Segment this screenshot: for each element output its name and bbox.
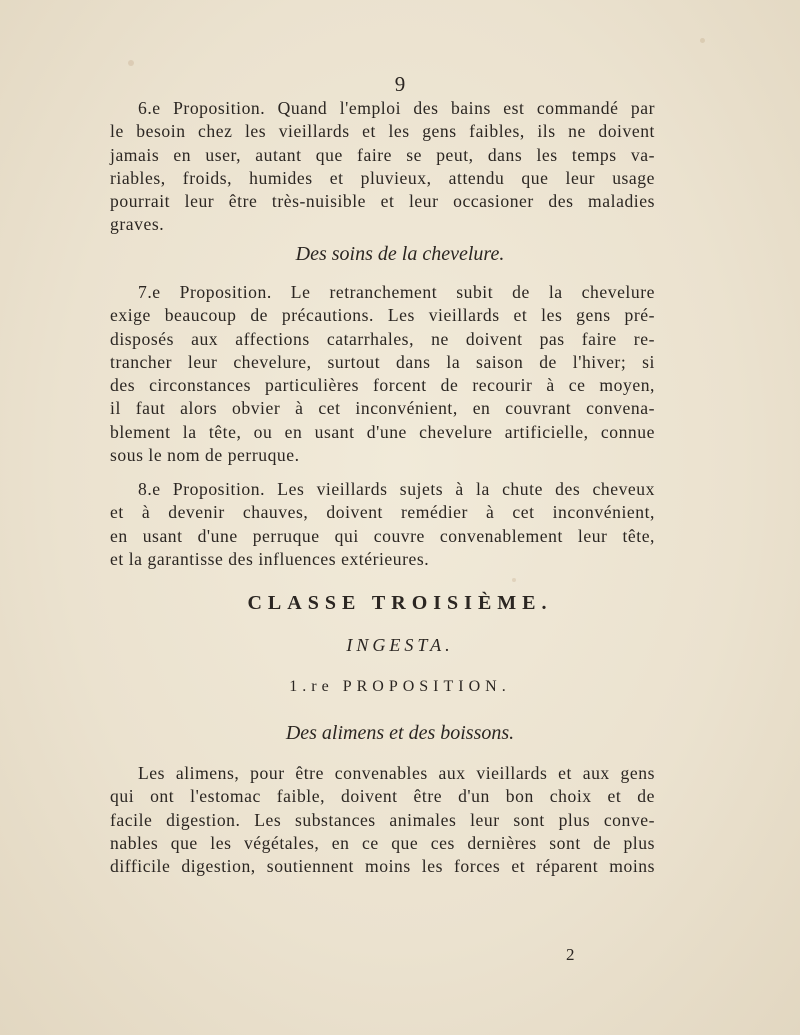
class-heading: CLASSE TROISIÈME. (247, 592, 553, 614)
text-line: pourrait leur être très-nuisible et leur occasioner des maladies (110, 191, 655, 212)
text-line: blement la tête, ou en usant d'une chevelure artificielle, connue (110, 421, 655, 442)
text-line: exige beaucoup de précautions. Les vieillards et les gens pré- (110, 305, 655, 326)
paragraph-alimens (110, 762, 655, 878)
signature-mark: 2 (566, 945, 575, 964)
text-line: facile digestion. Les substances animales leur sont plus conve- (110, 809, 655, 830)
text-line: le besoin chez les vieillards et les gens faibles, ils ne doivent (110, 121, 655, 142)
text-line: riables, froids, humides et pluvieux, attendu que leur usage (110, 167, 655, 188)
text-line: 7.e Proposition. Le retranchement subit de la chevelure (138, 282, 655, 302)
text-line: nables que les végétales, en ce que ces dernières sont de plus (110, 832, 655, 853)
text-line: en usant d'une perruque qui couvre convenablement leur tête, (110, 525, 655, 546)
page-number: 9 (394, 72, 406, 96)
text-line: 6.e Proposition. Quand l'emploi des bains est commandé par (138, 98, 655, 118)
text-line: il faut alors obvier à cet inconvénient, en couvrant convena- (110, 398, 655, 419)
text-line: trancher leur chevelure, surtout dans la saison de l'hiver; si (110, 351, 655, 372)
proposition-heading: 1.re PROPOSITION. (289, 678, 511, 695)
text-line: 8.e Proposition. Les vieillards sujets à la chute des cheveux (138, 479, 655, 499)
section-heading-alimens: Des alimens et des boissons. (285, 722, 515, 744)
text-line: des circonstances particulières forcent de recourir à ce moyen, (110, 375, 655, 396)
section-heading-soins: Des soins de la chevelure. (295, 243, 505, 265)
paper-stain (128, 60, 134, 66)
text-line: et la garantisse des influences extérieures. (110, 548, 430, 569)
text-line: graves. (110, 214, 165, 235)
paragraph-proposition-8 (110, 478, 655, 571)
paper-stain (512, 578, 516, 582)
text-line: qui ont l'estomac faible, doivent être d'un bon choix et de (110, 786, 655, 807)
paper-stain (700, 38, 705, 43)
text-line: et à devenir chauves, doivent remédier à cet inconvénient, (110, 502, 655, 523)
text-line: difficile digestion, soutiennent moins les forces et réparent moins (110, 856, 655, 877)
text-line: sous le nom de perruque. (110, 445, 300, 466)
paragraph-proposition-6 (110, 97, 655, 237)
ingesta-heading: INGESTA. (346, 635, 454, 655)
text-line: jamais en user, autant que faire se peut, dans les temps va- (110, 144, 655, 165)
paragraph-proposition-7 (110, 281, 655, 467)
text-line: Les alimens, pour être convenables aux vieillards et aux gens (138, 763, 655, 783)
text-line: disposés aux affections catarrhales, ne doivent pas faire re- (110, 328, 655, 349)
